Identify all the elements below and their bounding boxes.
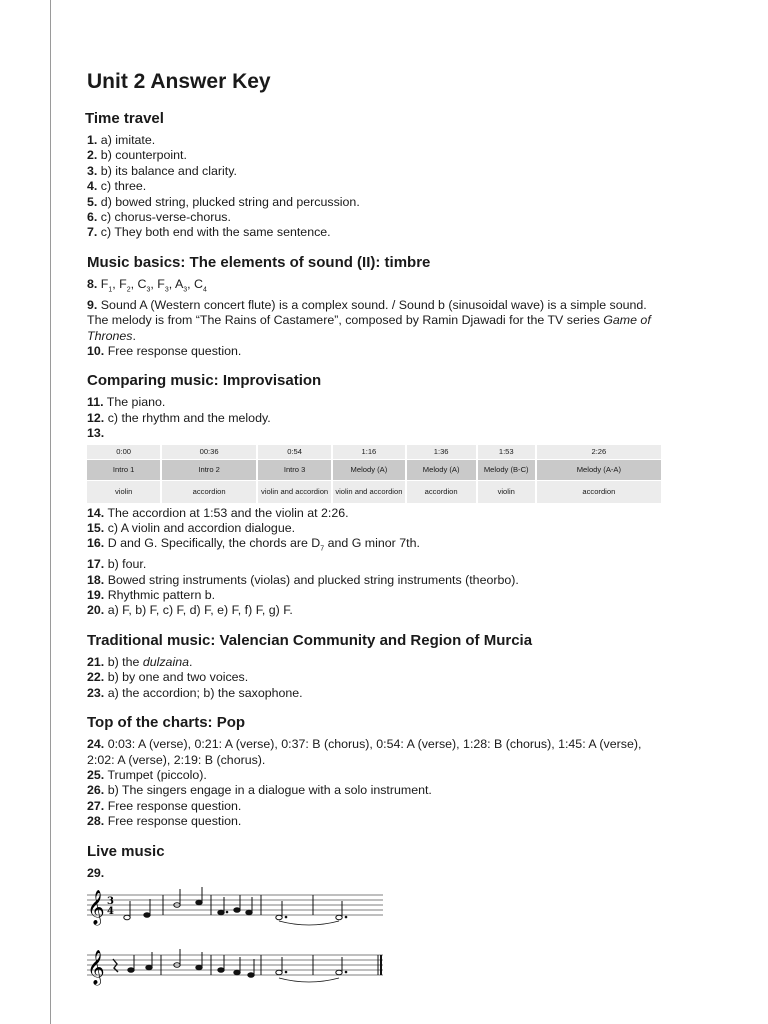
answer-item: 29. [87, 865, 105, 880]
answer-item: 27. Free response question. [87, 798, 242, 813]
answer-item: 17. b) four. [87, 557, 147, 572]
timeline-cell: Melody (A) [333, 460, 404, 480]
page-title: Unit 2 Answer Key [87, 70, 271, 93]
answer-item: 10. Free response question. [87, 343, 242, 358]
note-A3: $A_3$ [174, 276, 188, 294]
timeline-cell: 2:26 [537, 445, 661, 459]
answer-item: 9. Sound A (Western concert flute) is a complex sound. / Sound b (sinusoidal wave) is a simple sound. The melody is from “The Rains of Castamere”, composed by Ramin Djawadi for the TV series Game of Thrones. [87, 297, 651, 343]
answer-item: 25. Trumpet (piccolo). [87, 767, 207, 782]
section-heading: Music basics: The elements of sound (II): timbre [87, 253, 431, 271]
staff-line-2 [87, 945, 387, 987]
treble-clef-icon: 𝄞 [87, 949, 105, 985]
note-C3: $C_3$ [137, 276, 151, 294]
answer-item: 13. [87, 426, 105, 441]
section-live-music [87, 842, 667, 987]
page-margin-line [50, 0, 51, 1024]
timeline-cell: accordion [537, 481, 661, 503]
timeline-cell: 00:36 [162, 445, 256, 459]
treble-clef-icon: 𝄞 [87, 889, 105, 925]
section-heading: Time travel [85, 110, 164, 127]
timeline-cell: accordion [407, 481, 476, 503]
music-score [87, 885, 667, 987]
time-signature-bottom: 4 [107, 905, 114, 917]
answer-item: 23. a) the accordion; b) the saxophone. [87, 685, 303, 700]
answer-item: 2. b) counterpoint. [87, 148, 187, 163]
section-time-travel [87, 109, 667, 241]
answer-item: 7. c) They both end with the same sentence. [87, 225, 331, 240]
answer-item: 6. c) chorus-verse-chorus. [87, 210, 231, 225]
answer-item: 24. 0:03: A (verse), 0:21: A (verse), 0:37: B (chorus), 0:54: A (verse), 1:28: B (chorus), 1:45: A (verse), 2:02: A (verse), 2:19: B (chorus). [87, 737, 642, 767]
timeline-sections-row [87, 460, 661, 480]
timeline-cell: Melody (A) [407, 460, 476, 480]
timeline-cell: violin and accordion [333, 481, 404, 503]
timeline-cell: 1:16 [333, 445, 404, 459]
answer-item: 8. $F_1$, $F_2$, $C_3$, $F_3$, $A_3$, $C_4$ [87, 276, 207, 294]
answer-item: 14. The accordion at 1:53 and the violin at 2:26. [87, 505, 349, 520]
timeline-cell: Melody (B-C) [478, 460, 535, 480]
answer-item: 21. b) the dulzaina. [87, 654, 193, 669]
timeline-cell: 1:53 [478, 445, 535, 459]
timeline-table [85, 444, 663, 504]
answer-item: 4. c) three. [87, 179, 147, 194]
section-heading: Comparing music: Improvisation [87, 372, 322, 390]
timeline-cell: Intro 2 [162, 460, 256, 480]
section-comparing-music [87, 371, 667, 619]
timeline-cell: Intro 1 [87, 460, 160, 480]
timeline-times-row [87, 445, 661, 459]
time-signature-top: 3 [107, 895, 114, 907]
timeline-cell: 0:00 [87, 445, 160, 459]
answer-item: 28. Free response question. [87, 814, 242, 829]
answer-item: 5. d) bowed string, plucked string and percussion. [87, 194, 360, 209]
timeline-cell: 1:36 [407, 445, 476, 459]
note-C4: $C_4$ [194, 276, 207, 294]
section-heading: Top of the charts: Pop [87, 714, 246, 732]
section-top-of-the-charts [87, 713, 667, 829]
answer-item: 11. The piano. [87, 395, 166, 410]
note-F3: $F_3$ [157, 276, 169, 294]
timeline-cell: Melody (A-A) [537, 460, 661, 480]
answer-item: 22. b) by one and two voices. [87, 670, 249, 685]
staff-line-1 [87, 885, 387, 927]
timeline-instruments-row [87, 481, 661, 503]
timeline-cell: violin [87, 481, 160, 503]
timeline-cell: 0:54 [258, 445, 331, 459]
section-heading: Traditional music: Valencian Community and Region of Murcia [87, 631, 533, 649]
answer-item: 20. a) F, b) F, c) F, d) F, e) F, f) F, g) F. [87, 603, 293, 618]
answer-item: 18. Bowed string instruments (violas) and plucked string instruments (theorbo). [87, 572, 519, 587]
answer-item: 19. Rhythmic pattern b. [87, 588, 216, 603]
answer-item: 26. b) The singers engage in a dialogue with a solo instrument. [87, 783, 432, 798]
timeline-cell: violin [478, 481, 535, 503]
timeline-cell: accordion [162, 481, 256, 503]
note-F2: $F_2$ [119, 276, 131, 294]
answer-item: 12. c) the rhythm and the melody. [87, 410, 271, 425]
section-heading: Live music [87, 842, 165, 860]
answer-item: 1. a) imitate. [87, 133, 156, 147]
answer-item: 15. c) A violin and accordion dialogue. [87, 520, 296, 535]
answer-item: 16. D and G. Specifically, the chords are $D_7$ and G minor 7th. [87, 536, 420, 553]
section-traditional-music [87, 631, 667, 701]
note-F1: $F_1$ [100, 276, 113, 294]
section-music-basics [87, 253, 667, 360]
answer-key-page [87, 68, 667, 999]
timeline-cell: Intro 3 [258, 460, 331, 480]
answer-item: 3. b) its balance and clarity. [87, 163, 237, 178]
timeline-cell: violin and accordion [258, 481, 331, 503]
